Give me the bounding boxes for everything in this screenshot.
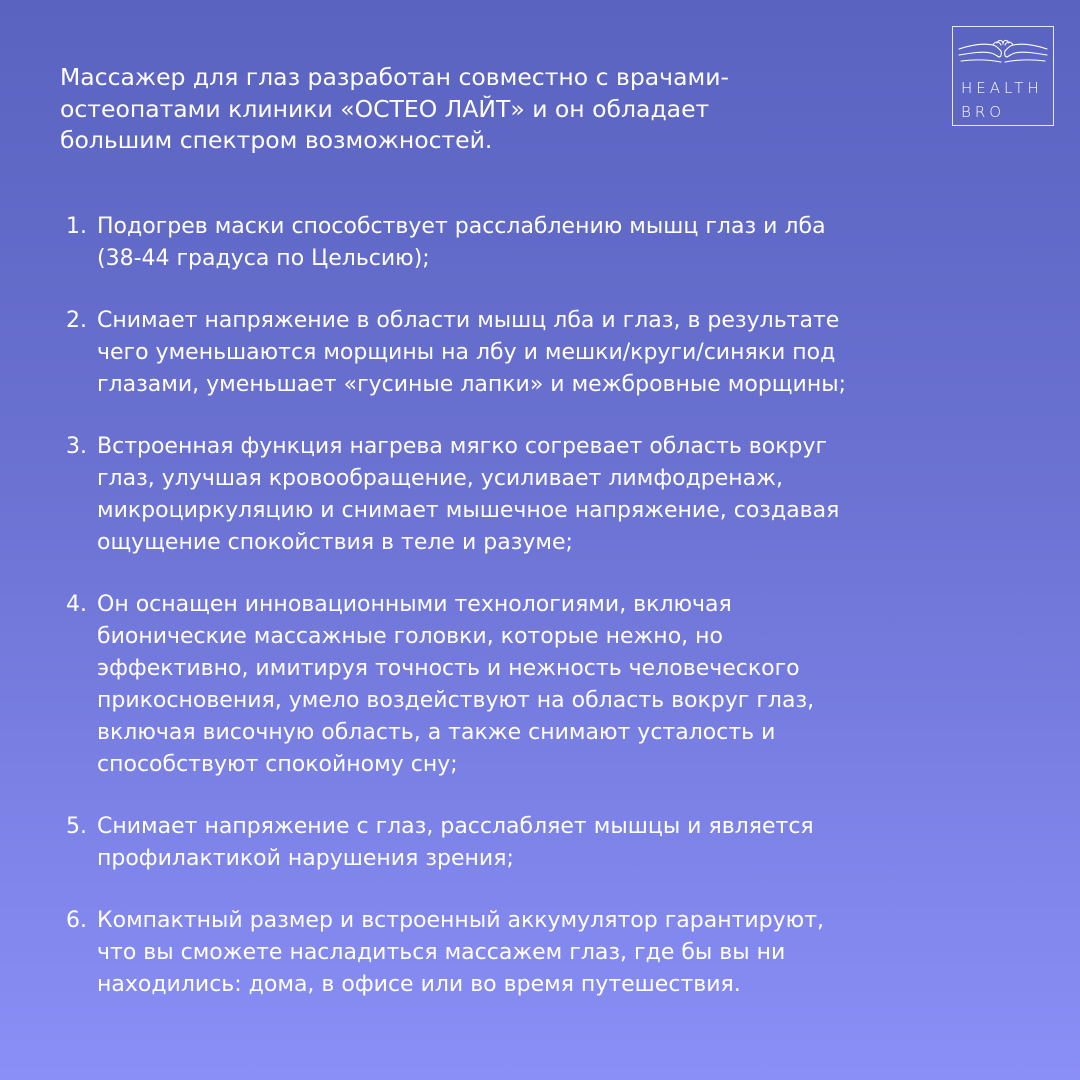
item-line: чего уменьшаются морщины на лбу и мешки/круги/синяки под [97,340,836,365]
item-number: 1. [66,214,87,239]
item-line: ощущение спокойствия в теле и разуме; [97,530,573,555]
item-line: Снимает напряжение в области мышц лба и глаз, в результате [97,308,840,333]
item-line: находились: дома, в офисе или во время путешествия. [97,972,741,997]
intro-line: остеопатами клиники «ОСТЕО ЛАЙТ» и он обладает [60,94,710,123]
intro-paragraph [60,62,860,157]
item-line: бионические массажные головки, которые нежно, но [97,624,723,649]
item-line: прикосновения, умело воздействуют на область вокруг глаз, [97,688,815,713]
item-line: способствуют спокойному сну; [97,752,458,777]
hands-icon [957,31,1049,69]
item-line: Снимает напряжение с глаз, расслабляет мышцы и является [97,814,814,839]
item-number: 2. [66,308,87,333]
item-line: Подогрев маски способствует расслаблению мышц глаз и лба [97,214,826,239]
list-item [66,905,966,1001]
item-number: 3. [66,434,87,459]
list-item [66,211,966,275]
health-bro-logo [952,26,1054,126]
intro-line: Массажер для глаз разработан совместно с врачами- [60,63,729,91]
logo-line-bro: BRO [961,103,1006,121]
list-item [66,589,966,781]
item-number: 5. [66,814,87,839]
item-line: Встроенная функция нагрева мягко согревает область вокруг [97,434,828,459]
item-number: 6. [66,908,87,933]
list-item [66,305,966,401]
item-line: включая височную область, а также снимают усталость и [97,720,776,745]
item-line: Компактный размер и встроенный аккумулятор гарантируют, [97,908,824,933]
item-line: эффективно, имитируя точность и нежность человеческого [97,656,800,681]
intro-line: большим спектром возможностей. [60,126,493,154]
list-item [66,811,966,875]
item-line: глаз, улучшая кровообращение, усиливает лимфодренаж, [97,466,783,491]
item-line: глазами, уменьшает «гусиные лапки» и межбровные морщины; [97,372,846,397]
logo-line-health: HEALTH [961,79,1043,97]
item-line: что вы сможете насладиться массажем глаз, где бы вы ни [97,940,786,965]
item-number: 4. [66,592,87,617]
list-item [66,431,966,559]
features-list [66,211,966,1031]
item-line: Он оснащен инновационными технологиями, включая [97,592,732,617]
item-line: профилактикой нарушения зрения; [97,846,514,871]
item-line: микроциркуляцию и снимает мышечное напряжение, создавая [97,498,840,523]
item-line: (38-44 градуса по Цельсию); [97,246,430,271]
